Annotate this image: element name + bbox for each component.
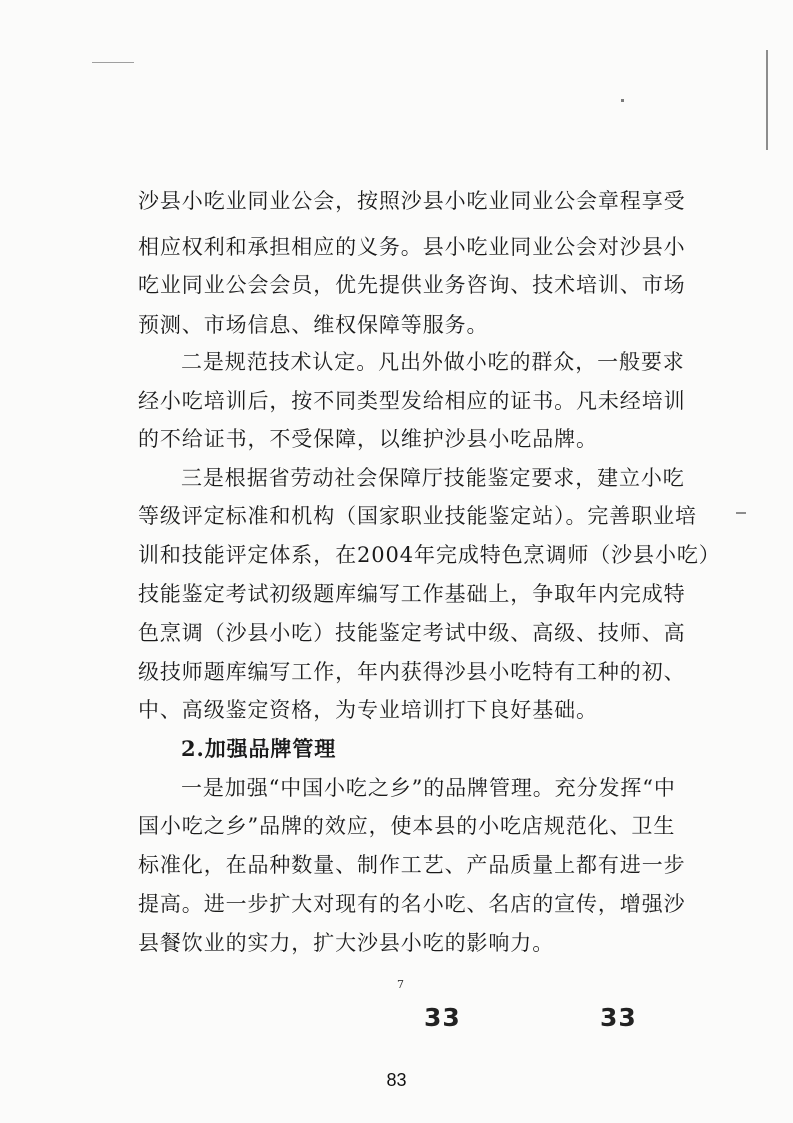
text-line-12: 色烹调（沙县小吃）技能鉴定考试中级、高级、技师、高 [138, 621, 686, 645]
text-line-3: 吃业同业公会会员，优先提供业务咨询、技术培训、市场 [138, 273, 686, 297]
text-line-19: 提高。进一步扩大对现有的名小吃、名店的宣传，增强沙 [138, 892, 686, 916]
text-line-6: 经小吃培训后，按不同类型发给相应的证书。凡未经培训 [138, 389, 686, 413]
page-stamp-left: 33 [424, 1003, 461, 1032]
scan-mark-right-edge [766, 50, 768, 150]
text-line-18: 标准化，在品种数量、制作工艺、产品质量上都有进一步 [138, 853, 686, 877]
footer-page-number: 83 [386, 1070, 407, 1090]
text-line-17: 国小吃之乡”品牌的效应，使本县的小吃店规范化、卫生 [138, 814, 676, 838]
page-stamp-right: 33 [600, 1003, 637, 1032]
text-line-8: 三是根据省劳动社会保障厅技能鉴定要求，建立小吃 [181, 466, 685, 490]
text-line-4: 预测、市场信息、维权保障等服务。 [138, 313, 489, 337]
scan-mark-dot [621, 99, 624, 102]
text-line-16: 一是加强“中国小吃之乡”的品牌管理。充分发挥“中 [181, 776, 676, 800]
text-line-2: 相应权利和承担相应的义务。县小吃业同业公会对沙县小 [138, 235, 686, 259]
text-line-14: 中、高级鉴定资格，为专业培训打下良好基础。 [138, 698, 598, 722]
text-line-7: 的不给证书，不受保障，以维护沙县小吃品牌。 [138, 427, 598, 451]
text-line-13: 级技师题库编写工作，年内获得沙县小吃特有工种的初、 [138, 660, 686, 684]
printed-page-number: 7 [397, 978, 404, 991]
text-line-1: 沙县小吃业同业公会，按照沙县小吃业同业公会章程享受 [138, 189, 686, 213]
text-line-11: 技能鉴定考试初级题库编写工作基础上，争取年内完成特 [138, 582, 686, 606]
text-line-10: 训和技能评定体系，在2004年完成特色烹调师（沙县小吃） [138, 543, 721, 567]
text-line-9: 等级评定标准和机构（国家职业技能鉴定站）。完善职业培 [138, 504, 697, 528]
text-line-20: 县餐饮业的实力，扩大沙县小吃的影响力。 [138, 931, 555, 955]
text-line-5: 二是规范技术认定。凡出外做小吃的群众，一般要求 [181, 350, 685, 374]
scan-mark-right-tick [736, 512, 746, 514]
section-heading: 2.加强品牌管理 [181, 736, 337, 761]
scan-mark-top-left [92, 62, 134, 63]
